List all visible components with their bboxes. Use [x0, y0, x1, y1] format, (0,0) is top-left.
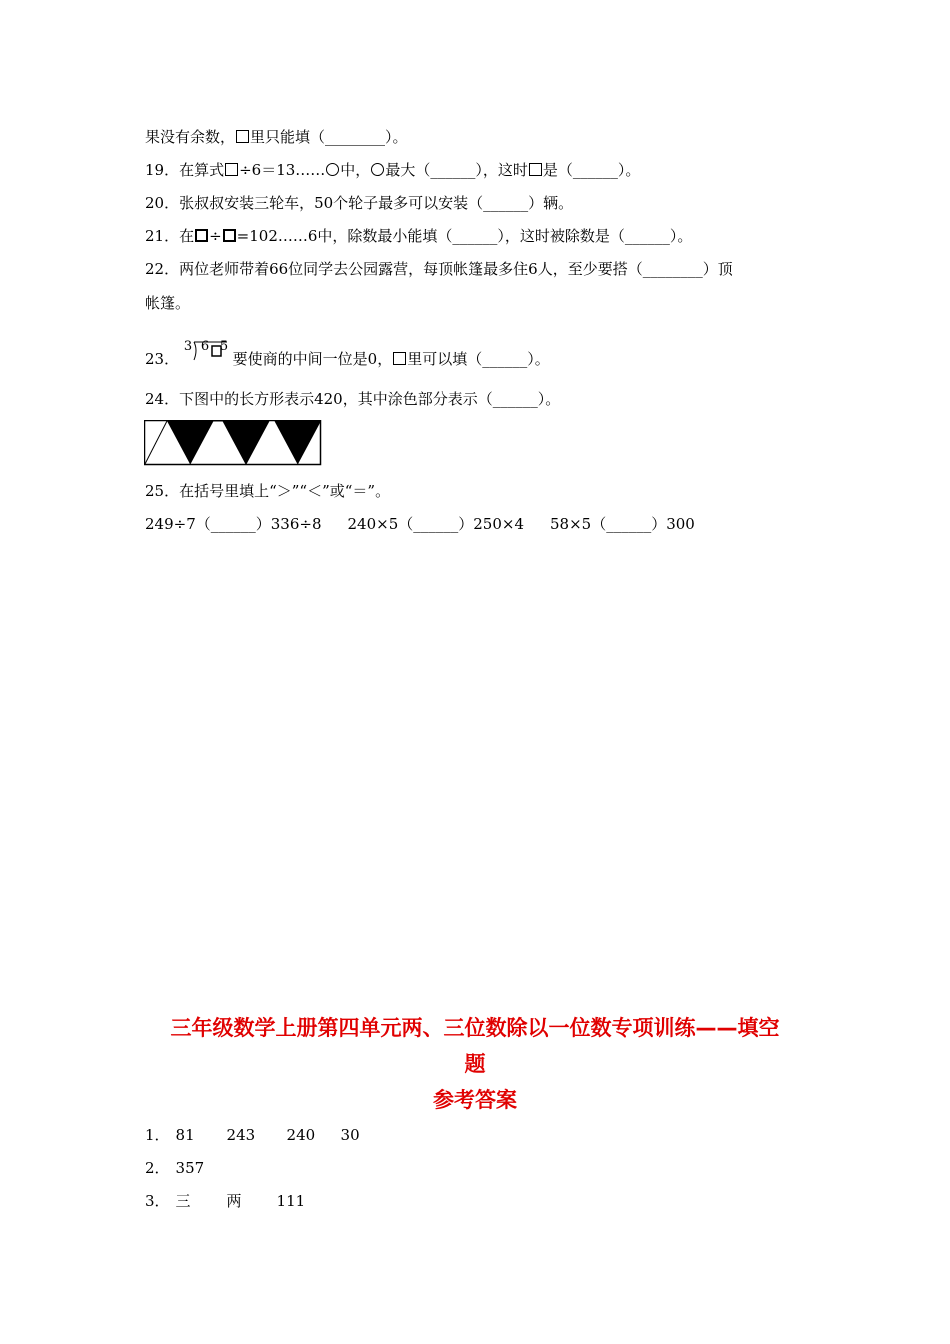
question-20: 20．张叔叔安装三轮车，50个轮子最多可以安装（______）辆。	[145, 194, 574, 212]
square-box-icon	[236, 130, 249, 143]
question-23: 23． 3 6 5 要使商的中间一位是0， 里可以填（______）。	[145, 339, 550, 368]
question-22-line2: 帐篷。	[145, 294, 191, 312]
question-25-items	[145, 513, 695, 535]
square-box-icon	[223, 229, 236, 242]
square-box-icon	[195, 229, 208, 242]
question-19: 19．在算式 ÷6＝13…… 中， 最大（______），这时 是（______）。	[145, 161, 641, 179]
question-22-line1: 22．两位老师带着66位同学去公园露营，每顶帐篷最多住6人，至少要搭（________）顶	[145, 260, 733, 278]
square-box-icon	[529, 163, 542, 176]
answers-subtitle: 参考答案	[433, 1088, 517, 1112]
question-24: 24．下图中的长方形表示420，其中涂色部分表示（______）。	[145, 390, 561, 408]
answer-row: 2． 357	[145, 1159, 205, 1177]
comparison-item: 249÷7（______）336÷8	[145, 515, 322, 533]
circle-icon	[371, 163, 384, 176]
answers-title: 三年级数学上册第四单元两、三位数除以一位数专项训练——填空	[170, 1016, 780, 1040]
square-box-icon	[225, 163, 238, 176]
square-box-icon	[393, 352, 406, 365]
comparison-item: 58×5（______）300	[550, 515, 695, 533]
circle-icon	[326, 163, 339, 176]
question-25: 25．在括号里填上“＞”“＜”或“＝”。	[145, 482, 391, 500]
answer-row: 1． 81 243 240 30	[145, 1126, 360, 1144]
answer-row: 3． 三 两 111	[145, 1192, 306, 1210]
long-division-figure: 3 6 5	[184, 340, 228, 370]
question-18-tail: 果没有余数， 里只能填（________）。	[145, 128, 408, 146]
question-21: 21．在 ÷ =102……6中，除数最小能填（______），这时被除数是（______）。	[145, 227, 693, 245]
comparison-item: 240×5（______）250×4	[347, 515, 524, 533]
answers-title-cont: 题	[464, 1052, 486, 1076]
shaded-rectangle-figure	[144, 420, 322, 466]
